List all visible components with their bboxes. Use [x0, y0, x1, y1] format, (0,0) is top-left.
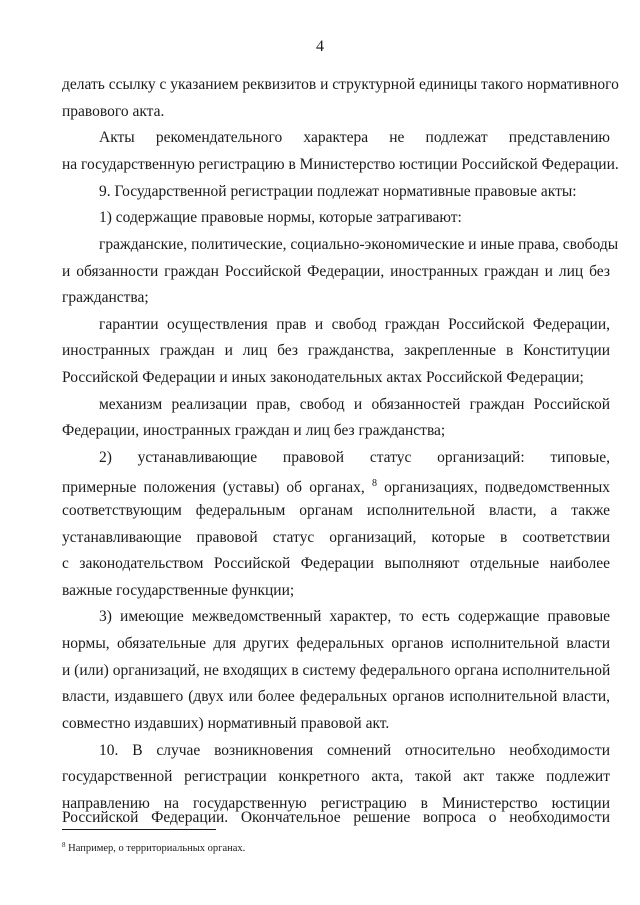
text-line: власти, издавшего (двух или более федеральных органов исполнительной власти, — [62, 688, 610, 705]
text-line: 1) содержащие правовые нормы, которые затрагивают: — [99, 209, 462, 226]
text-line: 9. Государственной регистрации подлежат нормативные правовые акты: — [99, 183, 577, 200]
text-line: и обязанности граждан Российской Федерации, иностранных граждан и лиц без — [62, 263, 610, 280]
page-number: 4 — [316, 38, 324, 55]
text-line: гражданские, политические, социально-экономические и иные права, свободы — [99, 236, 619, 253]
text-fragment: организациях, подведомственных — [376, 479, 610, 496]
text-line: направлению на государственную регистрацию в Министерство юстиции — [62, 795, 610, 812]
text-line: с законодательством Российской Федерации выполняют отдельные наиболее — [62, 555, 610, 572]
text-line: иностранных граждан и лиц без гражданства, закрепленные в Конституции — [62, 342, 610, 359]
text-line: Российской Федерации и иных законодательных актах Российской Федерации; — [62, 369, 584, 386]
text-line: Федерации, иностранных граждан и лиц без гражданства; — [62, 422, 446, 439]
text-fragment: примерные положения (уставы) об органах, — [62, 479, 365, 496]
text-line: нормы, обязательные для других федеральных органов исполнительной власти — [62, 635, 610, 652]
text-line: Акты рекомендательного характера не подлежат представлению — [99, 129, 610, 146]
text-line: совместно издавших) нормативный правовой акт. — [62, 715, 390, 732]
text-line: и (или) организаций, не входящих в систему федерального органа исполнительной — [62, 662, 611, 679]
text-line: 10. В случае возникновения сомнений относительно необходимости — [99, 742, 610, 759]
footnote-reference: 8 — [371, 478, 377, 489]
text-line: 2) устанавливающие правовой статус организаций: типовые, — [99, 449, 610, 466]
footnote — [62, 838, 245, 856]
footnote-text: Например, о территориальных органах. — [65, 843, 246, 854]
text-line-with-footnote — [62, 474, 610, 498]
text-line: устанавливающие правовой статус организаций, которые в соответствии — [62, 529, 610, 546]
text-line: государственной регистрации конкретного акта, такой акт также подлежит — [62, 768, 610, 785]
text-line: Российской Федерации. Окончательное решение вопроса о необходимости — [62, 809, 610, 826]
text-line: соответствующим федеральным органам исполнительной власти, а также — [62, 502, 610, 519]
text-line: важные государственные функции; — [62, 582, 295, 599]
text-line: делать ссылку с указанием реквизитов и структурной единицы такого нормативного — [62, 76, 619, 93]
text-line: 3) имеющие межведомственный характер, то есть содержащие правовые — [99, 608, 610, 625]
text-line: на государственную регистрацию в Министерство юстиции Российской Федерации. — [62, 156, 619, 173]
text-line: гарантии осуществления прав и свобод граждан Российской Федерации, — [99, 316, 610, 333]
text-line: правового акта. — [62, 103, 165, 120]
text-line: механизм реализации прав, свобод и обязанностей граждан Российской — [99, 396, 610, 413]
footnote-divider — [62, 829, 216, 830]
text-line: гражданства; — [62, 289, 149, 306]
footnote-mark: 8 — [62, 841, 66, 849]
